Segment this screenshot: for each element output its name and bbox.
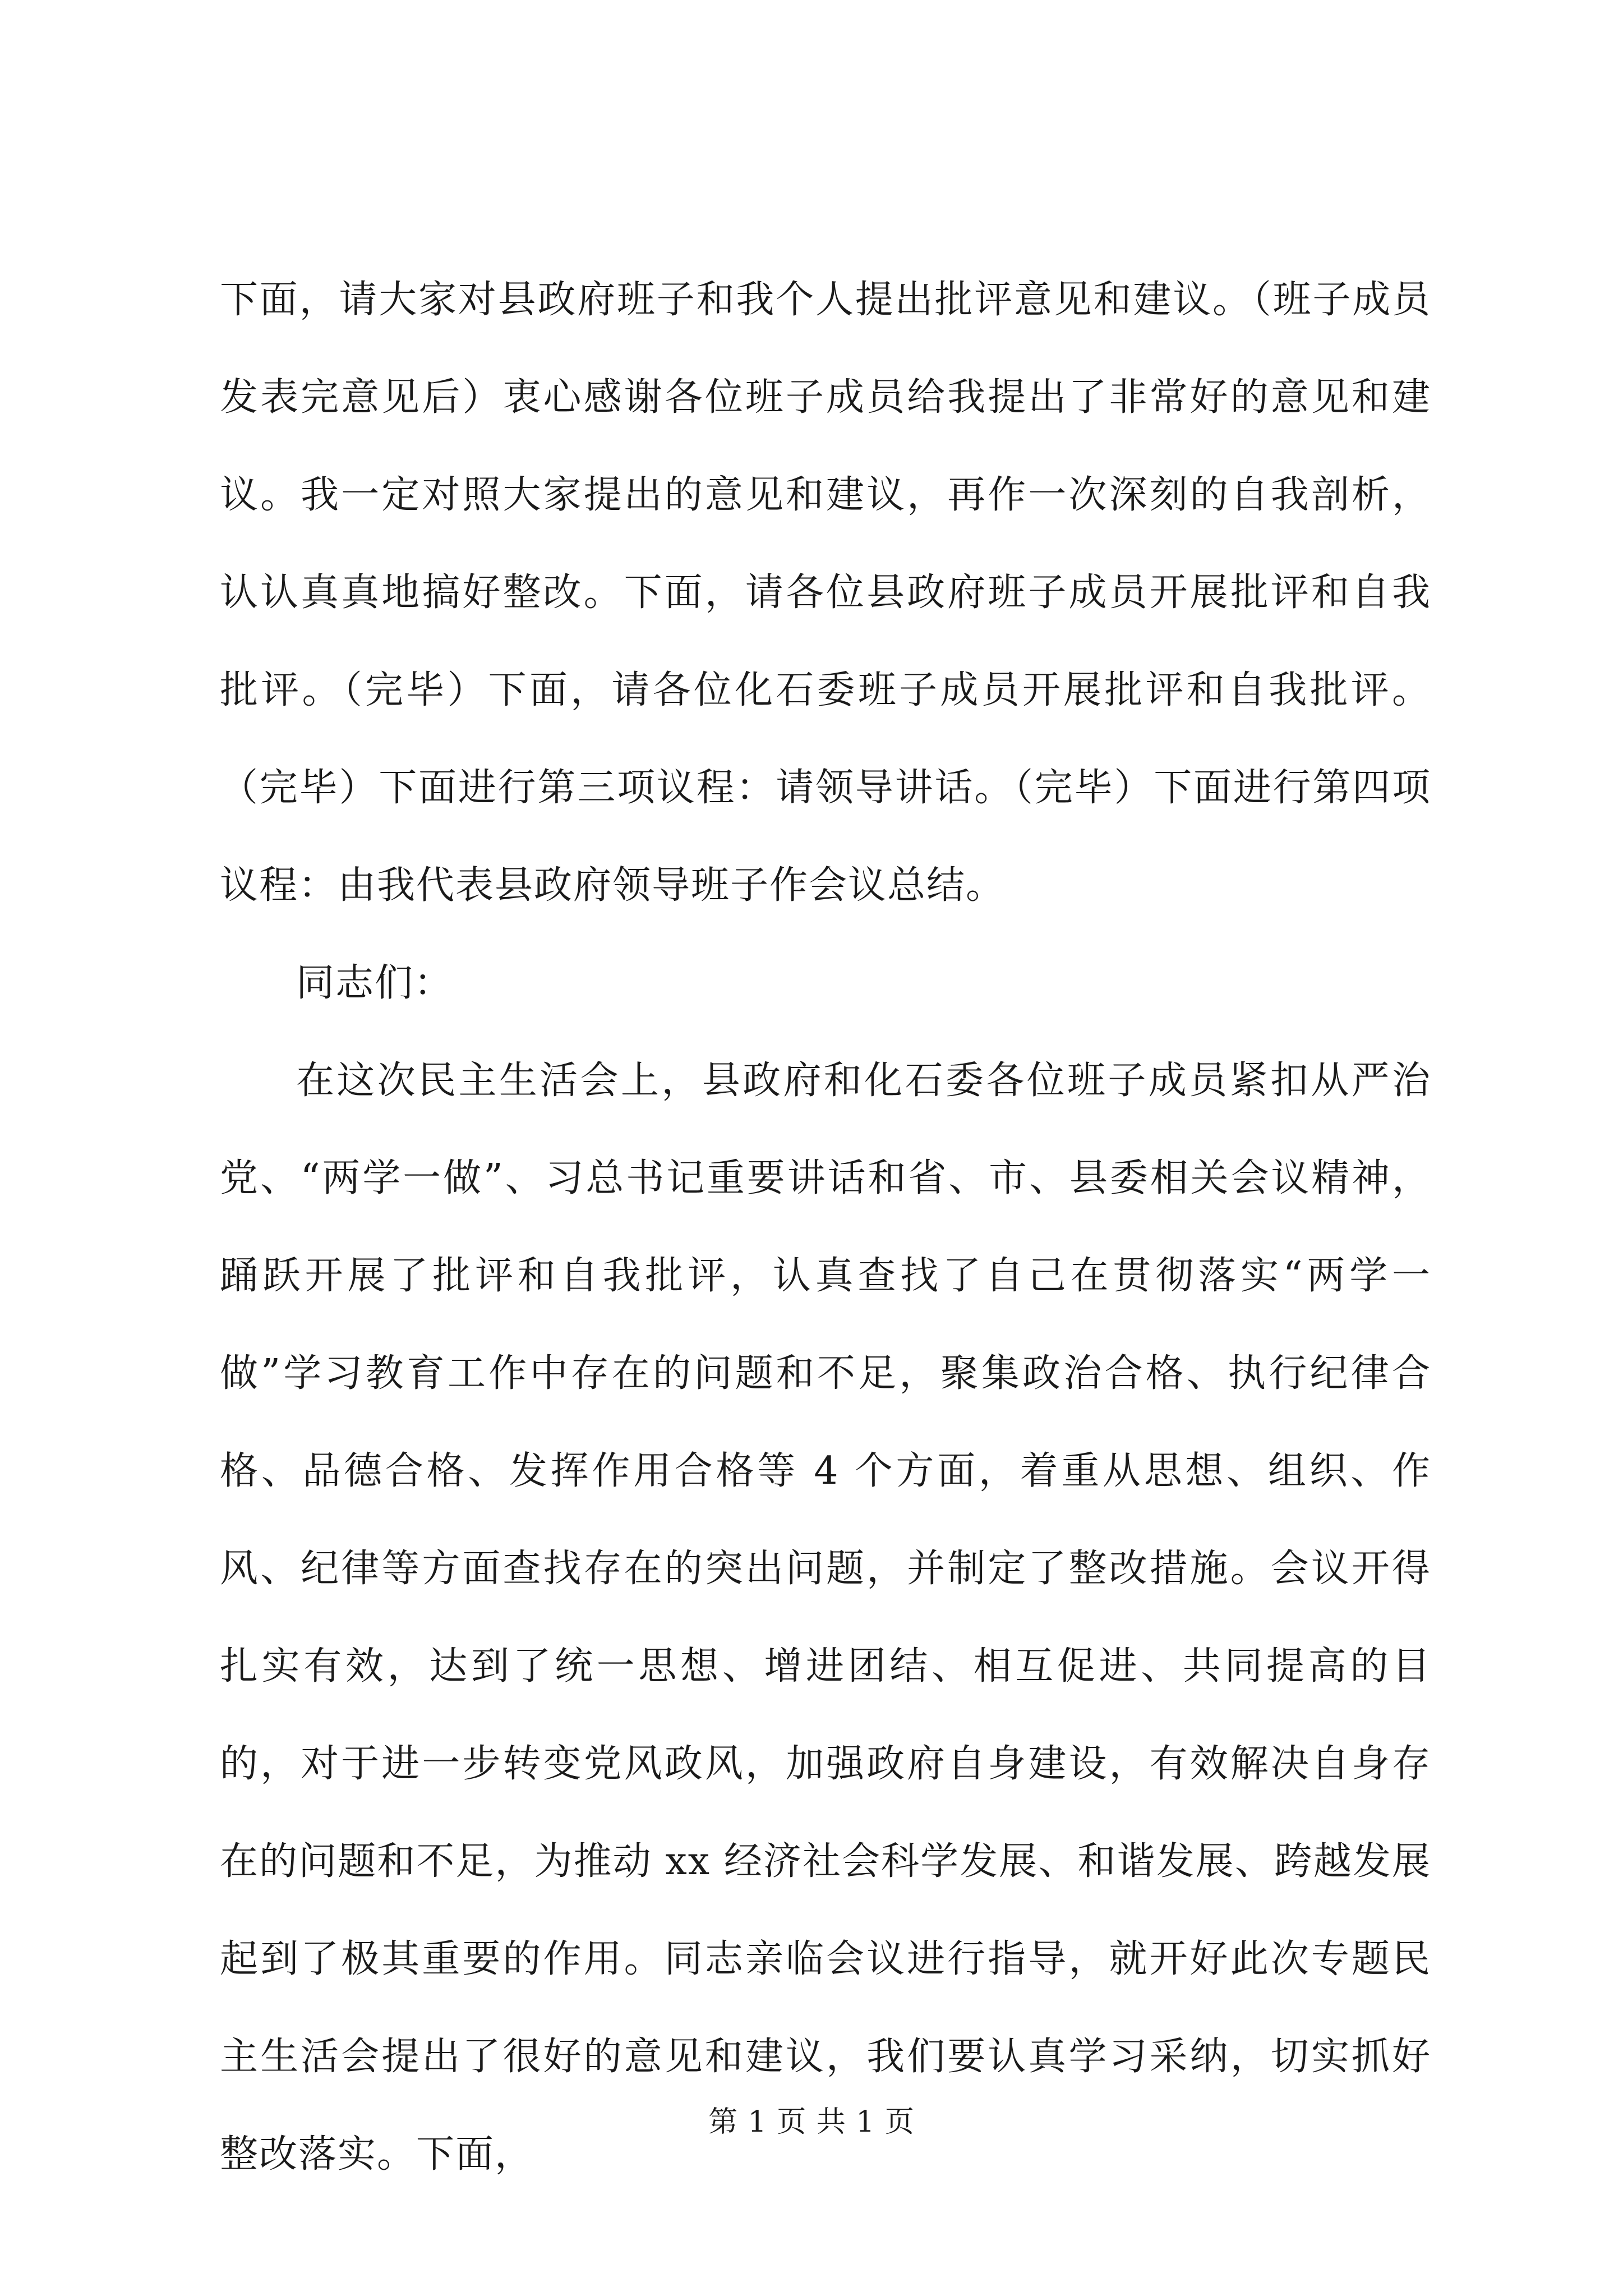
paragraph-salutation: 同志们： (296, 961, 454, 1005)
paragraph-summary: 在这次民主生活会上，县政府和化石委各位班子成员紧扣从严治党、“两学一做”、习总书记重要讲话和省、市、县委相关会议精神，踊跃开展了批评和自我批评，认真查找了自己在贯彻落实“两学一做”学习教育工作中存在的问题和不足，聚集政治合格、执行纪律合格、品德合格、发挥作用合格等 4 个方面，着重从思想、组织、作风、纪律等方面查找存在的突出问题，并制定了整改措施。会议开得扎实有效，达到了统一思想、增进团结、相互促进、共同提高的目的，对于进一步转变党风政风，加强政府自身建设，有效解决自身存在的问题和不足，为推动 xx 经济社会科学发展、和谐发展、跨越发展起到了极其重要的作用。同志亲临会议进行指导，就开好此次专题民主生活会提出了很好的意见和建议，我们要认真学习采纳，切实抓好整改落实。下面， (220, 1059, 1431, 2177)
page-footer: 第 1 页 共 1 页 (708, 2105, 915, 2139)
document-body (220, 251, 1431, 2203)
paragraph-agenda: 下面，请大家对县政府班子和我个人提出批评意见和建议。（班子成员发表完意见后）衷心感谢各位班子成员给我提出了非常好的意见和建议。我一定对照大家提出的意见和建议，再作一次深刻的自我剖析，认认真真地搞好整改。下面，请各位县政府班子成员开展批评和自我批评。（完毕）下面，请各位化石委班子成员开展批评和自我批评。（完毕）下面进行第三项议程：请领导讲话。（完毕）下面进行第四项议程：由我代表县政府领导班子作会议总结。 (220, 278, 1431, 908)
